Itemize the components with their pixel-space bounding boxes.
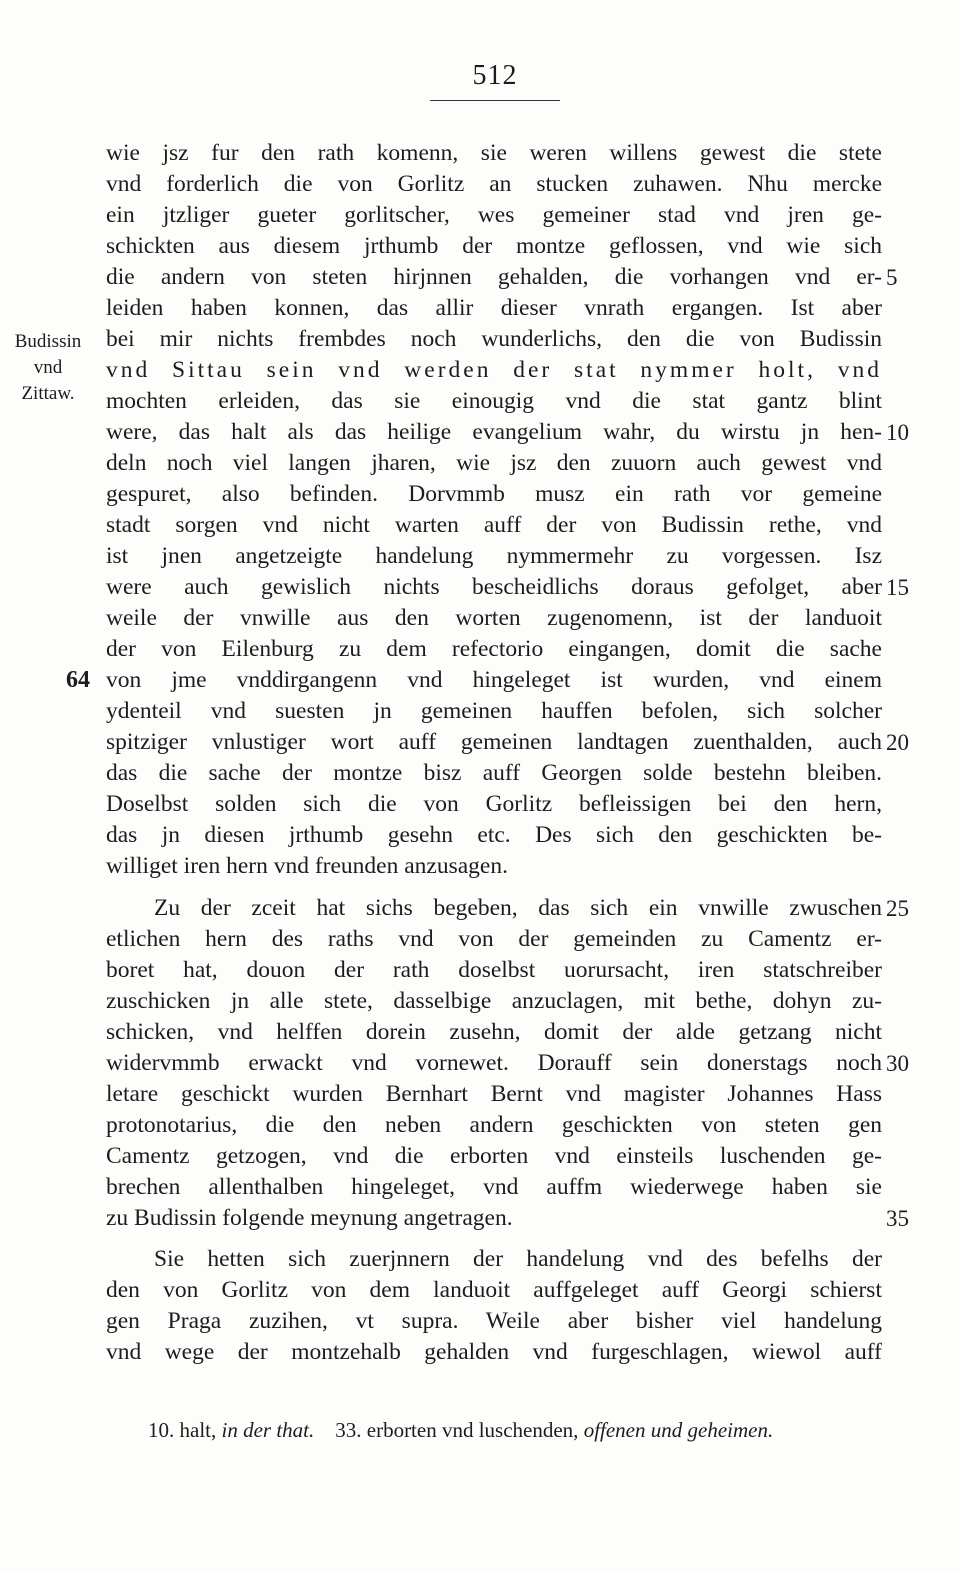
text-line: Doselbst solden sich die von Gorlitz befleissigen bei den hern, [106, 791, 882, 817]
header-rule [430, 100, 560, 101]
footnote-gloss: offenen und geheimen. [583, 1418, 774, 1442]
text-line: widervmmb erwackt vnd vornewet. Dorauff sein donerstags noch [106, 1050, 882, 1076]
margin-note-line: vnd [33, 357, 63, 378]
line-number: 25 [886, 896, 909, 921]
line-number: 35 [886, 1206, 909, 1231]
text-line: den von Gorlitz von dem landuoit auffgeleget auff Georgi schierst [106, 1277, 882, 1303]
line-number: 20 [886, 730, 909, 755]
text-line: zu Budissin folgende meynung angetragen. [106, 1205, 513, 1231]
text-line: der von Eilenburg zu dem refectorio eingangen, domit die sache [106, 636, 882, 662]
text-line: stadt sorgen vnd nicht warten auff der von Budissin rethe, vnd [106, 512, 882, 538]
text-line: bei mir nichts frembdes noch wunderlichs, den die von Budissin [106, 326, 882, 352]
text-line: ist jnen angetzeigte handelung nymmermehr zu vorgessen. Isz [106, 543, 882, 569]
line-number: 5 [886, 265, 898, 290]
text-line: schickten aus diesem jrthumb der montze geflossen, vnd wie sich [106, 233, 882, 259]
footnote [148, 1418, 908, 1443]
footnote-text: halt, [179, 1418, 217, 1442]
line-number: 15 [886, 575, 909, 600]
text-line: gen Praga zuzihen, vt supra. Weile aber bisher viel handelung [106, 1308, 882, 1334]
page-number: 512 [472, 60, 518, 91]
footnote-text: erborten vnd luschenden, [366, 1418, 579, 1442]
text-line: vnd Sittau sein vnd werden der stat nymmer holt, vnd [106, 357, 882, 383]
text-line: vnd forderlich die von Gorlitz an stucken zuhawen. Nhu mercke [106, 171, 882, 197]
text-line: mochten erleiden, das sie einougig vnd die stat gantz blint [106, 388, 882, 414]
margin-note-line: Budissin [14, 331, 82, 352]
text-line: das jn diesen jrthumb gesehn etc. Des sich den geschickten be- [106, 822, 882, 848]
text-line: protonotarius, die den neben andern geschickten von steten gen [106, 1112, 882, 1138]
text-line: spitziger vnlustiger wort auff gemeinen landtagen zuenthalden, auch [106, 729, 882, 755]
text-line: leiden haben konnen, das allir dieser vnrath ergangen. Ist aber [106, 295, 882, 321]
text-line: Camentz getzogen, vnd die erborten vnd einsteils luschenden ge- [106, 1143, 882, 1169]
text-line: ydenteil vnd suesten jn gemeinen hauffen befolen, sich solcher [106, 698, 882, 724]
text-line: von jme vnddirgangenn vnd hingeleget ist wurden, vnd einem [106, 667, 882, 693]
text-line: boret hat, douon der rath doselbst uorursacht, iren statschreiber [106, 957, 882, 983]
text-line: letare geschickt wurden Bernhart Bernt vnd magister Johannes Hass [106, 1081, 882, 1107]
margin-note-line: Zittaw. [21, 383, 75, 404]
line-number: 10 [886, 420, 909, 445]
footnote-number: 10. [148, 1418, 175, 1442]
line-number: 30 [886, 1051, 909, 1076]
text-line: deln noch viel langen jharen, wie jsz den zuuorn auch gewest vnd [106, 450, 882, 476]
text-line: Sie hetten sich zuerjnnern der handelung vnd des befelhs der [154, 1246, 882, 1272]
text-line: weile der vnwille aus den worten zugenomenn, ist der landuoit [106, 605, 882, 631]
text-line: etlichen hern des raths vnd von der gemeinden zu Camentz er- [106, 926, 882, 952]
text-line: ein jtzliger gueter gorlitscher, wes gemeiner stad vnd jren ge- [106, 202, 882, 228]
text-line: zuschicken jn alle stete, dasselbige anzuclagen, mit bethe, dohyn zu- [106, 988, 882, 1014]
footnote-gloss: in der that. [221, 1418, 315, 1442]
text-line: gespuret, also befinden. Dorvmmb musz ein rath vor gemeine [106, 481, 882, 507]
margin-number: 64 [66, 667, 90, 693]
text-line: die andern von steten hirjnnen gehalden, die vorhangen vnd er- [106, 264, 882, 290]
text-line: das die sache der montze bisz auff Georgen solde bestehn bleiben. [106, 760, 882, 786]
text-line: brechen allenthalben hingeleget, vnd auffm wiederwege haben sie [106, 1174, 882, 1200]
text-line: wie jsz fur den rath komenn, sie weren willens gewest die stete [106, 140, 882, 166]
text-line: vnd wege der montzehalb gehalden vnd furgeschlagen, wiewol auff [106, 1339, 882, 1365]
footnote-number: 33. [335, 1418, 362, 1442]
text-line: Zu der zceit hat sichs begeben, das sich ein vnwille zwuschen [154, 895, 882, 921]
text-line: schicken, vnd helffen dorein zusehn, domit der alde getzang nicht [106, 1019, 882, 1045]
text-line: williget iren hern vnd freunden anzusagen. [106, 853, 508, 879]
text-line: were, das halt als das heilige evangelium wahr, du wirstu jn hen- [106, 419, 882, 445]
text-line: were auch gewislich nichts bescheidlichs doraus gefolget, aber [106, 574, 882, 600]
